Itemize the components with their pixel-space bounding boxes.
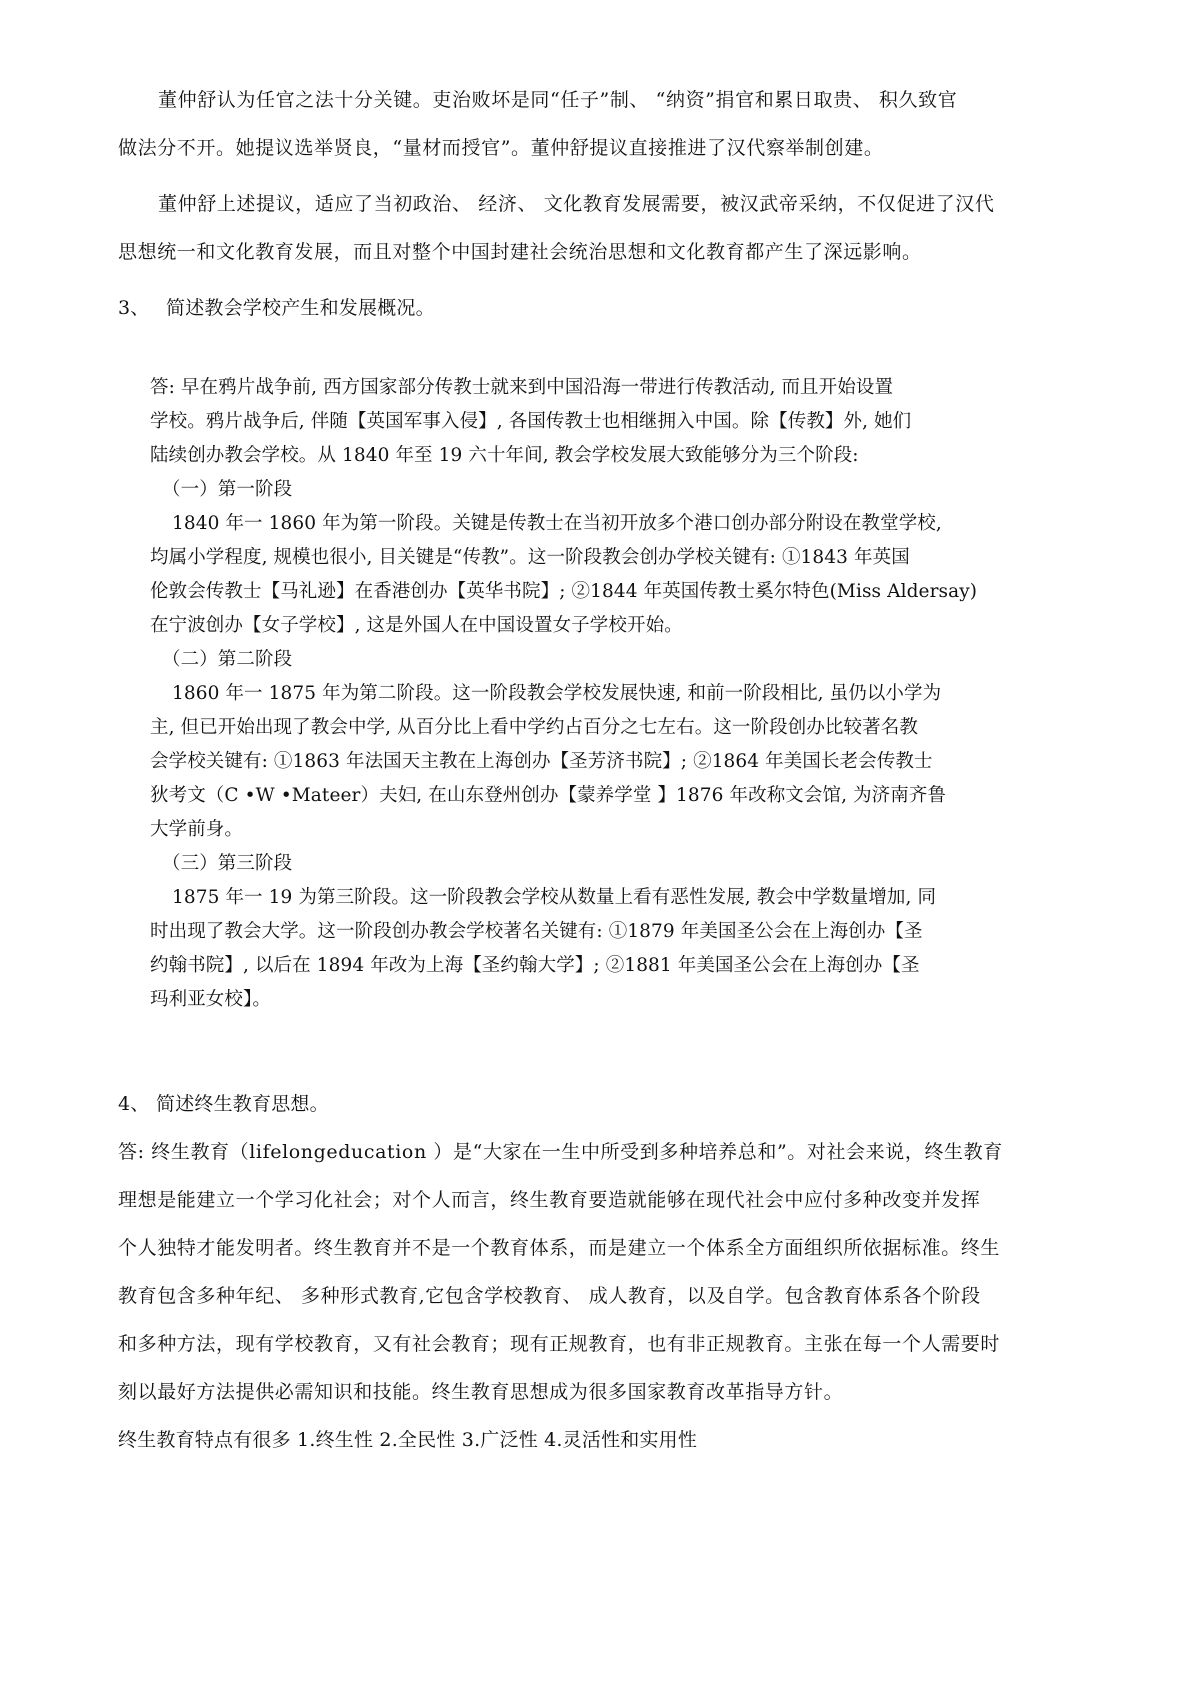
answer-line: 刻以最好方法提供必需知识和技能。终生教育思想成为很多国家教育改革指导方针。	[118, 1381, 844, 1403]
answer-line: 终生教育特点有很多 1.终生性 2.全民性 3.广泛性 4.灵活性和实用性	[118, 1429, 698, 1451]
paragraph-line: 做法分不开。她提议选举贤良，“量材而授官”。董仲舒提议直接推进了汉代察举制创建。	[118, 137, 884, 159]
answer-line: 会学校关键有: ①1863 年法国天主教在上海创办【圣芳济书院】; ②1864 年美国长老会传教士	[150, 751, 933, 772]
answer-line: 1840 年一 1860 年为第一阶段。关键是传教士在当初开放多个港口创办部分附设在教堂学校,	[172, 513, 942, 534]
answer-line: 玛利亚女校】。	[150, 989, 271, 1010]
answer-line: 狄考文（C •W •Mateer）夫妇, 在山东登州创办【蒙养学堂 】1876 年改称文会馆, 为济南齐鲁	[150, 785, 947, 806]
answer-line: 1860 年一 1875 年为第二阶段。这一阶段教会学校发展快速, 和前一阶段相比, 虽仍以小学为	[172, 683, 942, 704]
answer-line: 理想是能建立一个学习化社会；对个人而言，终生教育要造就能够在现代社会中应付多种改变并发挥	[118, 1189, 981, 1211]
answer-line: 大学前身。	[150, 819, 244, 840]
answer-line: 陆续创办教会学校。从 1840 年至 19 六十年间, 教会学校发展大致能够分为三个阶段:	[150, 445, 859, 466]
answer-line: 约翰书院】, 以后在 1894 年改为上海【圣约翰大学】; ②1881 年美国圣公会在上海创办【圣	[150, 955, 920, 976]
answer-line: 和多种方法，现有学校教育，又有社会教育；现有正规教育，也有非正规教育。主张在每一个人需要时	[118, 1333, 1001, 1355]
stage-heading: （一）第一阶段	[162, 479, 293, 500]
answer-line: 在宁波创办【女子学校】, 这是外国人在中国设置女子学校开始。	[150, 615, 683, 636]
question-title: 简述教会学校产生和发展概况。	[166, 297, 435, 319]
answer-line: 个人独特才能发明者。终生教育并不是一个教育体系，而是建立一个体系全方面组织所依据标准。终生	[118, 1237, 1001, 1259]
paragraph-line: 董仲舒上述提议，适应了当初政治、 经济、 文化教育发展需要，被汉武帝采纳，不仅促进了汉代	[158, 193, 995, 215]
answer-line: 主, 但已开始出现了教会中学, 从百分比上看中学约占百分之七左右。这一阶段创办比较著名教	[150, 717, 918, 738]
question-number: 4、	[118, 1093, 150, 1115]
answer-line: 时出现了教会大学。这一阶段创办教会学校著名关键有: ①1879 年美国圣公会在上海创办【圣	[150, 921, 923, 942]
answer-line: 均属小学程度, 规模也很小, 目关键是“传教”。这一阶段教会创办学校关键有: ①1843 年英国	[150, 547, 910, 568]
paragraph-line: 董仲舒认为任官之法十分关键。吏治败坏是同“任子”制、 “纳资”捐官和累日取贵、 积久致官	[158, 89, 958, 111]
paragraph-line: 思想统一和文化教育发展，而且对整个中国封建社会统治思想和文化教育都产生了深远影响。	[118, 241, 922, 263]
answer-line: 伦敦会传教士【马礼逊】在香港创办【英华书院】; ②1844 年英国传教士奚尔特色(Miss Aldersay)	[150, 581, 978, 602]
answer-line: 1875 年一 19 为第三阶段。这一阶段教会学校从数量上看有恶性发展, 教会中学数量增加, 同	[172, 887, 937, 908]
answer-line: 学校。鸦片战争后, 伴随【英国军事入侵】, 各国传教士也相继拥入中国。除【传教】外, 她们	[150, 411, 912, 432]
question-title: 简述终生教育思想。	[156, 1093, 329, 1115]
answer-line: 答: 早在鸦片战争前, 西方国家部分传教士就来到中国沿海一带进行传教活动, 而且开始设置	[150, 377, 894, 398]
answer-line: 答: 终生教育（lifelongeducation ）是“大家在一生中所受到多种培养总和”。对社会来说，终生教育	[118, 1141, 1003, 1163]
question-number: 3、	[118, 297, 150, 319]
stage-heading: （二）第二阶段	[162, 649, 293, 670]
answer-line: 教育包含多种年纪、 多种形式教育,它包含学校教育、 成人教育，以及自学。包含教育体系各个阶段	[118, 1285, 981, 1307]
stage-heading: （三）第三阶段	[162, 853, 293, 874]
